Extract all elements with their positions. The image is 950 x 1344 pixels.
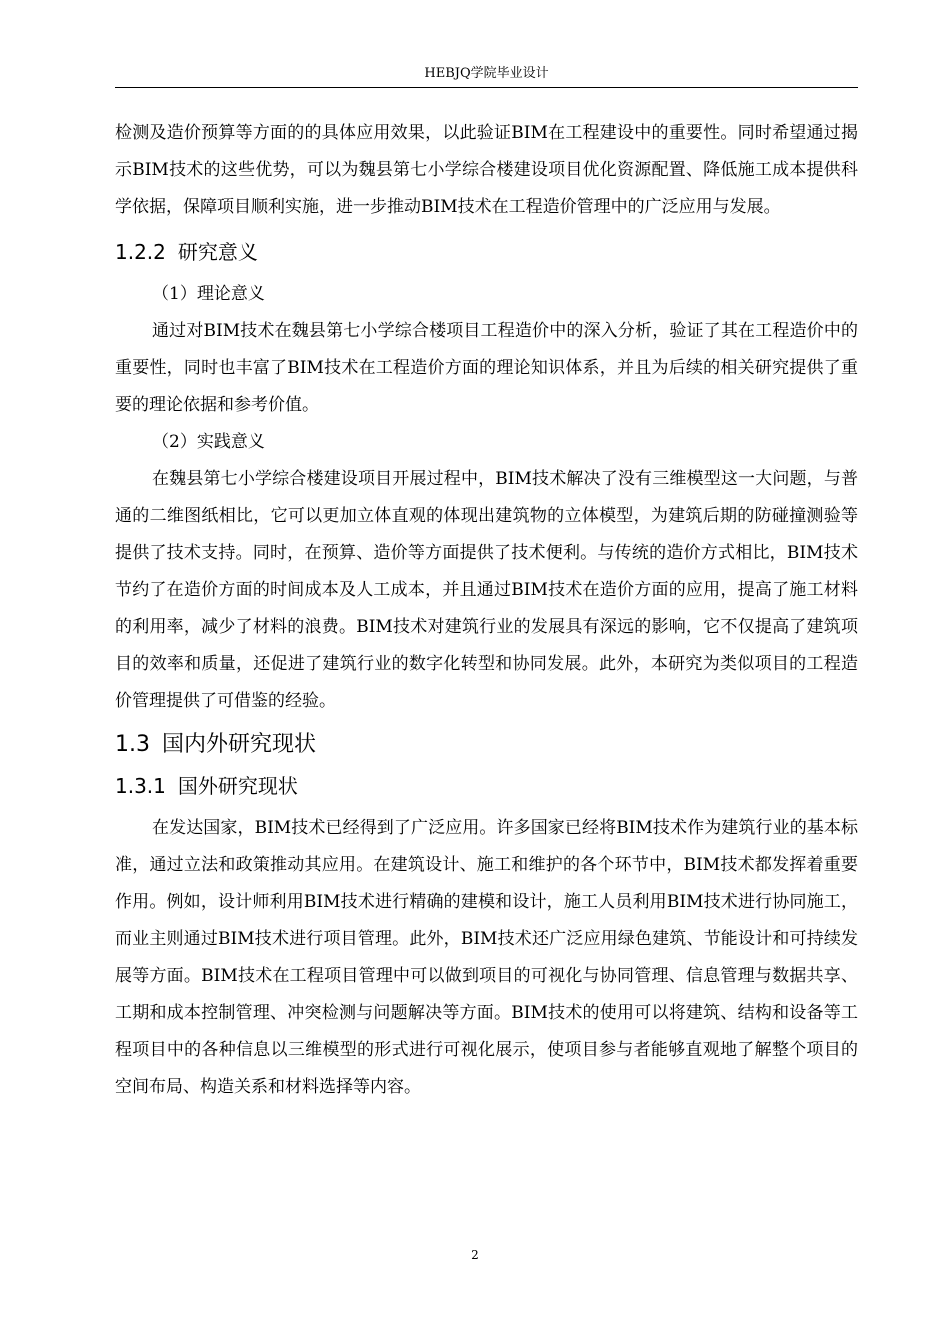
section-title: 研究意义 [177, 240, 258, 264]
subheading-practice: （2）实践意义 [152, 432, 265, 452]
subheading-theory: （1）理论意义 [152, 284, 265, 304]
paragraph-theory: 通过对BIM技术在魏县第七小学综合楼项目工程造价中的深入分析，验证了其在工程造价中的重要性，同时也丰富了BIM技术在工程造价方面的理论知识体系，并且为后续的相关研究提供了重要的理论依据和参考价值。 [115, 321, 858, 415]
section-heading-1-3 [115, 730, 858, 760]
section-title: 国外研究现状 [177, 774, 298, 798]
paragraph-intro: 检测及造价预算等方面的的具体应用效果，以此验证BIM在工程建设中的重要性。同时希望通过揭示BIM技术的这些优势，可以为魏县第七小学综合楼建设项目优化资源配置、降低施工成本提供科学依据，保障项目顺利实施，进一步推动BIM技术在工程造价管理中的广泛应用与发展。 [115, 123, 858, 217]
section-heading-1-3-1 [115, 772, 858, 800]
section-number: 1.2.2 [115, 240, 166, 264]
section-number: 1.3.1 [115, 774, 166, 798]
header-divider [115, 87, 858, 88]
paragraph-foreign-research: 在发达国家，BIM技术已经得到了广泛应用。许多国家已经将BIM技术作为建筑行业的基本标准，通过立法和政策推动其应用。在建筑设计、施工和维护的各个环节中，BIM技术都发挥着重要作用。例如，设计师利用BIM技术进行精确的建模和设计，施工人员利用BIM技术进行协同施工，而业主则通过BIM技术进行项目管理。此外，BIM技术还广泛应用绿色建筑、节能设计和可持续发展等方面。BIM技术在工程项目管理中可以做到项目的可视化与协同管理、信息管理与数据共享、工期和成本控制管理、冲突检测与问题解决等方面。BIM技术的使用可以将建筑、结构和设备等工程项目中的各种信息以三维模型的形式进行可视化展示，使项目参与者能够直观地了解整个项目的空间布局、构造关系和材料选择等内容。 [115, 818, 858, 1097]
paragraph-practice: 在魏县第七小学综合楼建设项目开展过程中，BIM技术解决了没有三维模型这一大问题，与普通的二维图纸相比，它可以更加立体直观的体现出建筑物的立体模型，为建筑后期的防碰撞测验等提供了技术支持。同时，在预算、造价等方面提供了技术便利。与传统的造价方式相比，BIM技术节约了在造价方面的时间成本及人工成本，并且通过BIM技术在造价方面的应用，提高了施工材料的利用率，减少了材料的浪费。BIM技术对建筑行业的发展具有深远的影响，它不仅提高了建筑项目的效率和质量，还促进了建筑行业的数字化转型和协同发展。此外，本研究为类似项目的工程造价管理提供了可借鉴的经验。 [115, 469, 858, 711]
section-title: 国内外研究现状 [162, 732, 317, 757]
document-body [115, 115, 858, 1106]
section-number: 1.3 [115, 732, 150, 757]
page-header: HEBJQ学院毕业设计 [424, 66, 549, 81]
page-number: 2 [471, 1248, 479, 1262]
section-heading-1-2-2 [115, 238, 858, 266]
